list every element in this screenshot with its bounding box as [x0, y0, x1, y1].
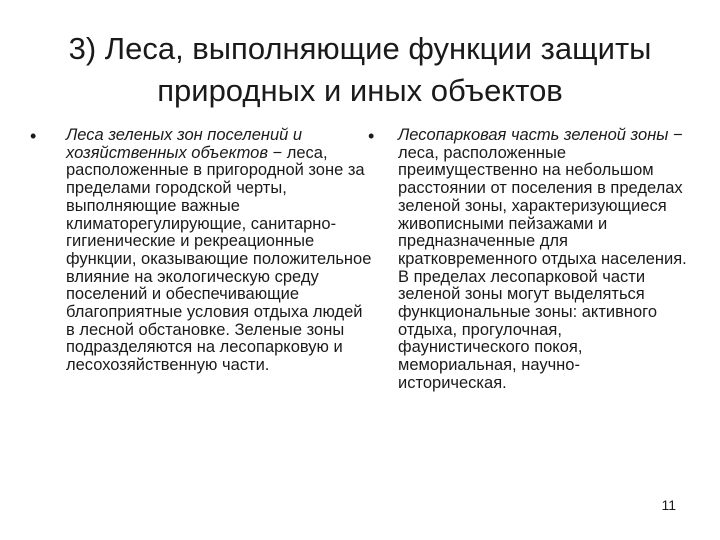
definition-green-zones: − леса, расположенные в пригородной зоне за пределами городской черты, выполняющие важные климаторегулирующие, санитарно-гигиенические и рекреационные функции, оказывающие положительное влияние на экологическую среду поселений и обеспечивающие благоприятные условия отдыха людей в лесной обстановке. Зеленые зоны подразделяются на лесопарковую и лесохозяйственную части. — [66, 143, 372, 375]
bullet-text-forest-park — [398, 127, 688, 393]
definition-forest-park: − леса, расположенные преимущественно на небольшом расстоянии от поселения в пределах зеленой зоны, характеризующиеся живописными пейзажами и предназначенные для кратковременного отдыха населения. В пределах лесопарковой части зеленой зоны могут выделяться функциональные зоны: активного отдыха, прогулочная, фаунистического покоя, мемориальная, научно-историческая. — [398, 126, 687, 392]
slide-title: 3) Леса, выполняющие функции защиты природных и иных объектов — [68, 31, 652, 108]
bullet-item-forest-park — [368, 127, 688, 393]
bullet-marker: • — [30, 126, 37, 146]
term-forest-park: Лесопарковая часть зеленой зоны — [398, 126, 669, 144]
page-number: 11 — [661, 497, 676, 513]
term-green-zones: Леса зеленых зон поселений и хозяйственных объектов — [66, 126, 303, 162]
bullet-text-green-zones — [66, 127, 375, 375]
bullet-item-green-zones — [30, 127, 375, 375]
bullet-marker: • — [368, 126, 375, 146]
